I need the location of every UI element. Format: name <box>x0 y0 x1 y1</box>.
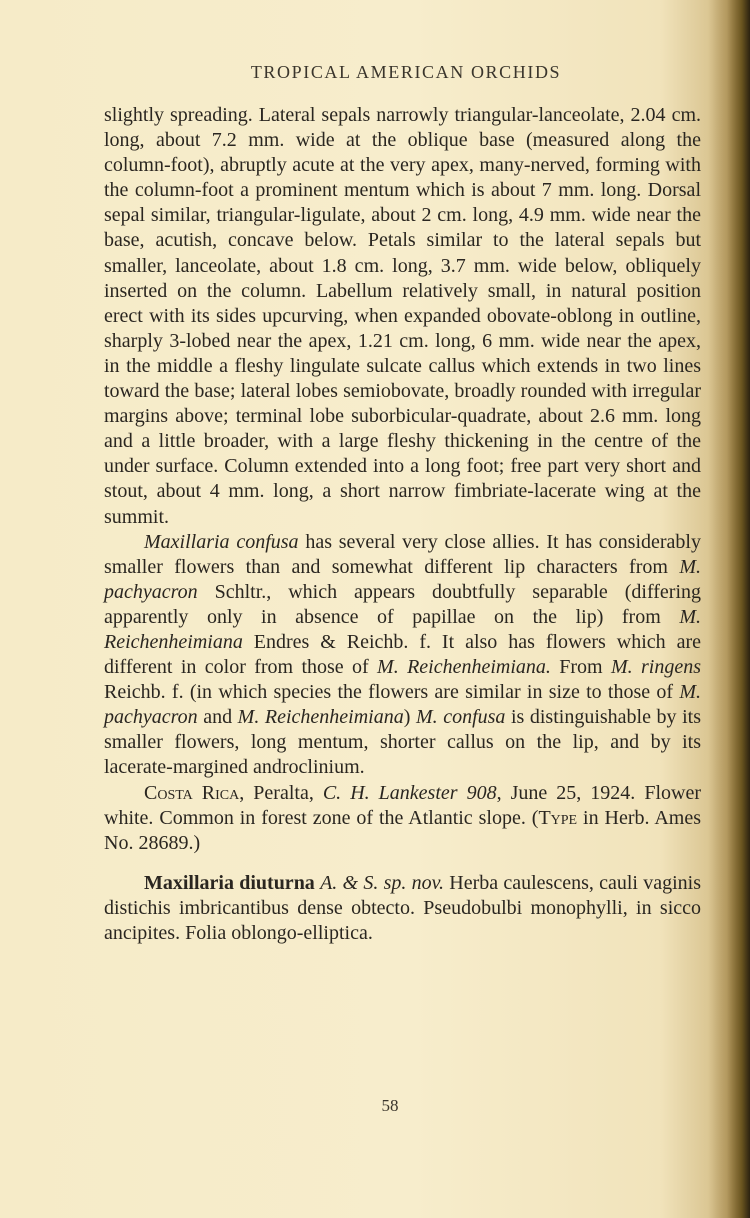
page-edge-shadow <box>708 0 750 1218</box>
running-header: TROPICAL AMERICAN ORCHIDS <box>250 62 562 82</box>
specimen-citation-paragraph: Costa Rica, Peralta, C. H. Lankester 908, June 25, 1924. Flower white. Common in forest zone of the Atlantic slope. (Type in Herb. Ames No. 28689.) <box>104 781 702 854</box>
page-body <box>104 103 701 946</box>
page-number: 58 <box>381 1096 399 1115</box>
description-paragraph: slightly spreading. Lateral sepals narrowly triangular-lanceolate, 2.04 cm. long, about 7.2 mm. wide at the oblique base (measured along the column-foot), abruptly acute at the very apex, many-nerved, forming with the column-foot a prominent mentum which is about 7 mm. long. Dorsal sepal similar, triangular-ligulate, about 2 cm. long, 4.9 mm. wide near the base, acutish, concave below. Petals similar to the lateral sepals but smaller, lanceolate, about 1.8 cm. long, 3.7 mm. wide below, obliquely inserted on the column. Labellum relatively small, in natural position erect with its sides upcurving, when expanded obovate-oblong in outline, sharply 3-lobed near the apex, 1.21 cm. long, 6 mm. wide near the apex, in the middle a fleshy lingulate sulcate callus which extends in two lines toward the base; lateral lobes semiobovate, broadly rounded with irregular margins above; terminal lobe suborbicular-quadrate, about 2.6 mm. long and a little broader, with a large fleshy thickening in the centre of the under surface. Column extended into a long foot; free part very short and stout, about 4 mm. long, a short narrow fimbriate-lacerate wing at the summit. <box>104 104 701 528</box>
discussion-paragraph: Maxillaria confusa has several very close allies. It has considerably smaller flowers than and somewhat different lip characters from M. pachyacron Schltr., which appears doubtfully separable (differing apparently only in absence of papillae on the lip) from M. Reichenheimiana Endres & Reichb. f. It also has flowers which are different in color from those of M. Reichenheimiana. From M. ringens Reichb. f. (in which species the flowers are similar in size to those of M. pachyacron and M. Reichenheimiana) M. confusa is distinguishable by its smaller flowers, long mentum, shorter callus on the lip, and by its lacerate-margined androclinium. <box>104 530 701 779</box>
new-species-paragraph: Maxillaria diuturna A. & S. sp. nov. Herba caulescens, cauli vaginis distichis imbricantibus dense obtecto. Pseudobulbi monophylli, in sicco ancipites. Folia oblongo-elliptica. <box>104 871 701 944</box>
